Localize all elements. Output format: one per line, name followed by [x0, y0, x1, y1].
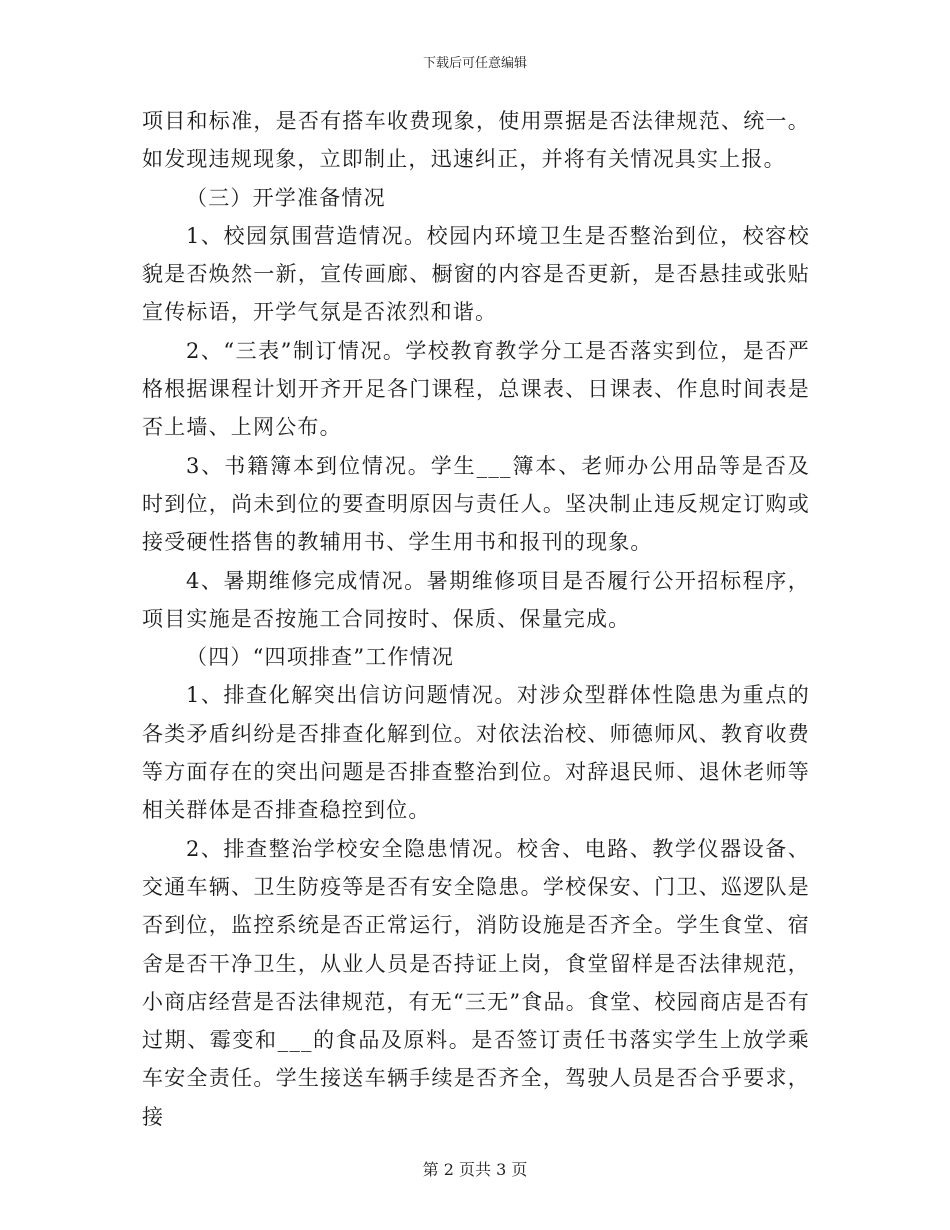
paragraph-summer-repair: 4、暑期维修完成情况。暑期维修项目是否履行公开招标程序，项目实施是否按施工合同按时、保质、保量完成。 [142, 568, 810, 631]
paragraph-continuation: 项目和标准，是否有搭车收费现象，使用票据是否法律规范、统一。如发现违规现象，立即制止，迅速纠正，并将有关情况具实上报。 [142, 109, 810, 172]
document-body [142, 102, 810, 1136]
paragraph-campus-atmosphere: 1、校园氛围营造情况。校园内环境卫生是否整治到位，校容校貌是否焕然一新，宣传画廊、橱窗的内容是否更新，是否悬挂或张贴宣传标语，开学气氛是否浓烈和谐。 [142, 223, 810, 325]
paragraph-petition-issues: 1、排查化解突出信访问题情况。对涉众型群体性隐患为重点的各类矛盾纠纷是否排查化解到位。对依法治校、师德师风、教育收费等方面存在的突出问题是否排查整治到位。对辞退民师、退休老师等相关群体是否排查稳控到位。 [142, 683, 810, 823]
section-heading-4: （四）“四项排查”工作情况 [186, 645, 455, 670]
paragraph-three-tables: 2、“三表”制订情况。学校教育教学分工是否落实到位，是否严格根据课程计划开齐开足各门课程，总课表、日课表、作息时间表是否上墙、上网公布。 [142, 338, 810, 440]
paragraph-safety-hazards: 2、排查整治学校安全隐患情况。校舍、电路、教学仪器设备、交通车辆、卫生防疫等是否有安全隐患。学校保安、门卫、巡逻队是否到位，监控系统是否正常运行，消防设施是否齐全。学生食堂、宿舍是否干净卫生，从业人员是否持证上岗，食堂留样是否法律规范，小商店经营是否法律规范，有无“三无”食品。食堂、校园商店是否有过期、霉变和___的食品及原料。是否签订责任书落实学生上放学乘车安全责任。学生接送车辆手续是否齐全，驾驶人员是否合乎要求，接 [142, 836, 810, 1129]
page-header-note: 下载后可任意编辑 [422, 56, 527, 71]
page-number: 第 2 页共 3 页 [422, 1160, 528, 1179]
section-heading-3: （三）开学准备情况 [186, 185, 386, 210]
paragraph-books-supplies: 3、书籍簿本到位情况。学生___簿本、老师办公用品等是否及时到位，尚未到位的要查明原因与责任人。坚决制止违反规定订购或接受硬性搭售的教辅用书、学生用书和报刊的现象。 [142, 453, 810, 555]
